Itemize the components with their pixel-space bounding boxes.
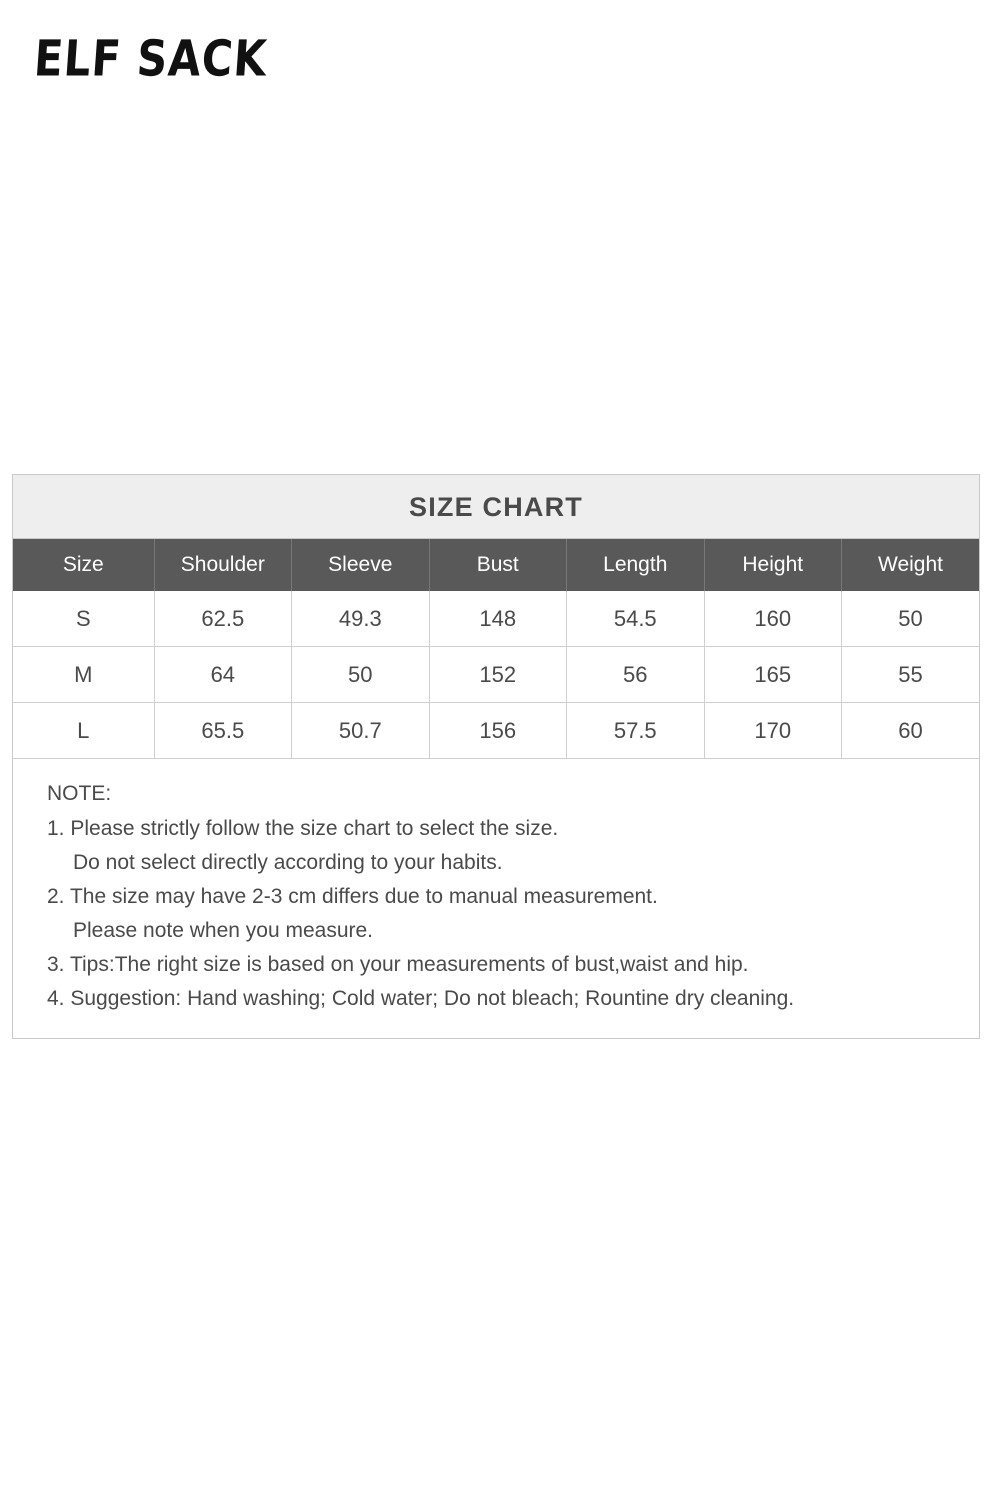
size-chart-notes	[13, 759, 979, 1038]
cell-size: S	[13, 591, 154, 647]
cell-length: 56	[567, 647, 704, 703]
cell-shoulder: 65.5	[154, 703, 291, 759]
column-header-weight: Weight	[841, 539, 979, 591]
column-header-size: Size	[13, 539, 154, 591]
cell-weight: 60	[841, 703, 979, 759]
size-chart-table	[13, 539, 979, 759]
notes-heading: NOTE:	[47, 782, 112, 805]
cell-sleeve: 49.3	[292, 591, 429, 647]
cell-shoulder: 62.5	[154, 591, 291, 647]
size-chart-header-row	[13, 539, 979, 591]
cell-bust: 148	[429, 591, 566, 647]
cell-bust: 152	[429, 647, 566, 703]
cell-sleeve: 50	[292, 647, 429, 703]
table-row	[13, 647, 979, 703]
cell-height: 160	[704, 591, 841, 647]
brand-logo	[32, 29, 296, 104]
cell-length: 54.5	[567, 591, 704, 647]
cell-height: 170	[704, 703, 841, 759]
cell-weight: 50	[841, 591, 979, 647]
cell-bust: 156	[429, 703, 566, 759]
note-line-4: 4. Suggestion: Hand washing; Cold water; Do not bleach; Rountine dry cleaning.	[47, 987, 795, 1011]
column-header-bust: Bust	[429, 539, 566, 591]
column-header-height: Height	[704, 539, 841, 591]
column-header-length: Length	[567, 539, 704, 591]
cell-sleeve: 50.7	[292, 703, 429, 759]
cell-size: L	[13, 703, 154, 759]
size-chart-panel	[12, 474, 980, 1039]
cell-size: M	[13, 647, 154, 703]
column-header-sleeve: Sleeve	[292, 539, 429, 591]
cell-weight: 55	[841, 647, 979, 703]
note-line-3: 3. Tips:The right size is based on your measurements of bust,waist and hip.	[47, 953, 749, 977]
cell-length: 57.5	[567, 703, 704, 759]
size-chart-title: SIZE CHART	[13, 475, 979, 539]
note-line-1b: Do not select directly according to your habits.	[73, 851, 503, 875]
brand-logo-text: ELF SACK	[32, 29, 270, 88]
table-row	[13, 591, 979, 647]
cell-shoulder: 64	[154, 647, 291, 703]
column-header-shoulder: Shoulder	[154, 539, 291, 591]
note-line-1: 1. Please strictly follow the size chart to select the size.	[47, 817, 559, 841]
table-row	[13, 703, 979, 759]
note-line-2: 2. The size may have 2-3 cm differs due to manual measurement.	[47, 885, 658, 909]
cell-height: 165	[704, 647, 841, 703]
note-line-2b: Please note when you measure.	[73, 919, 374, 943]
